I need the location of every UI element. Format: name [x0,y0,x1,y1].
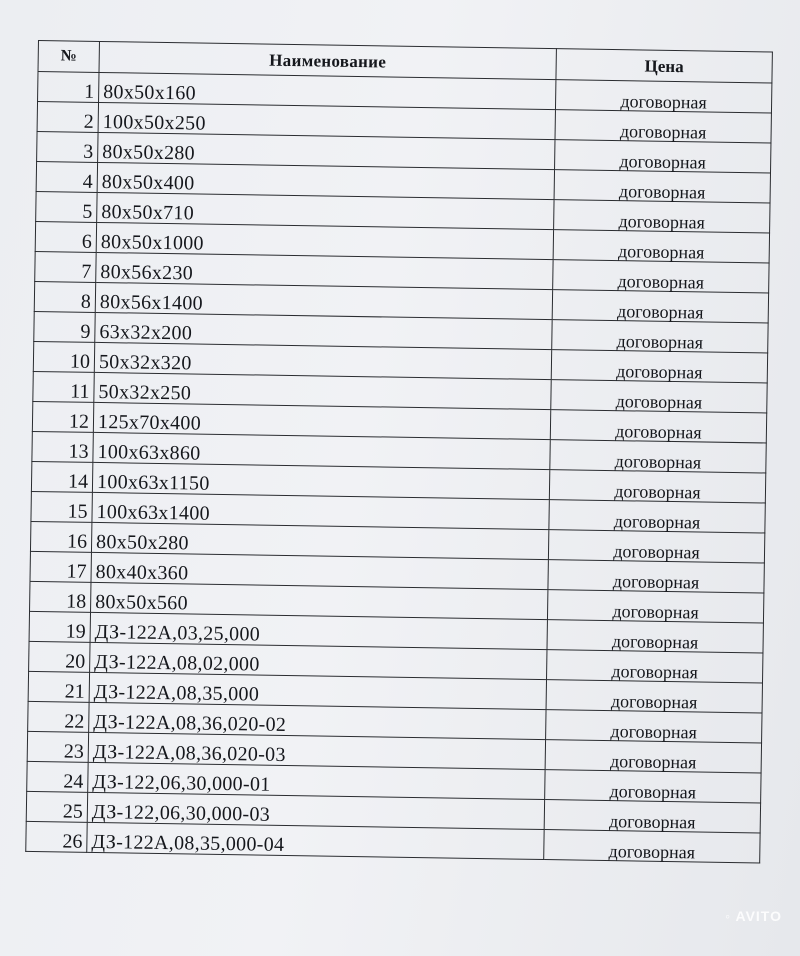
row-price: договорная [553,260,769,293]
row-price: договорная [555,110,771,143]
row-name: 80x40x360 [91,552,548,589]
row-number: 10 [33,341,94,372]
row-number: 1 [38,72,99,103]
row-name: 125x70x400 [93,402,550,439]
row-price: договорная [549,470,765,503]
row-price: договорная [544,830,760,863]
row-name: 100x63x1150 [92,462,549,499]
row-number: 23 [27,731,88,762]
row-price: договорная [552,320,768,353]
row-number: 22 [28,701,89,732]
price-table [25,40,773,863]
row-number: 26 [26,821,87,852]
row-name: 50x32x320 [94,342,551,379]
row-number: 11 [33,371,94,402]
row-number: 25 [26,791,87,822]
header-name: Наименование [99,41,556,79]
watermark-logo: ◦ AVITO [725,908,782,924]
row-name: ДЗ-122,06,30,000-01 [88,762,545,799]
row-price: договорная [554,170,770,203]
row-name: 50x32x250 [94,372,551,409]
row-price: договорная [548,560,764,593]
row-name: 80x56x230 [96,252,553,289]
row-number: 12 [32,401,93,432]
row-name: 80x50x160 [99,72,556,109]
row-name: ДЗ-122А,08,35,000 [89,672,546,709]
row-price: договорная [549,500,765,533]
row-price: договорная [547,650,763,683]
row-number: 14 [31,461,92,492]
row-price: договорная [550,440,766,473]
row-name: ДЗ-122А,08,36,020-03 [88,732,545,769]
row-name: 80x50x280 [91,522,548,559]
row-name: ДЗ-122А,08,35,000-04 [87,822,544,859]
row-name: 100x63x1400 [92,492,549,529]
row-name: ДЗ-122А,08,02,000 [90,642,547,679]
row-price: договорная [547,620,763,653]
row-number: 16 [30,521,91,552]
row-number: 5 [36,191,97,222]
row-number: 20 [29,641,90,672]
row-price: договорная [551,350,767,383]
row-name: 100x50x250 [98,102,555,139]
row-number: 17 [30,551,91,582]
row-price: договорная [551,380,767,413]
row-name: ДЗ-122,06,30,000-03 [87,792,544,829]
row-number: 9 [34,311,95,342]
row-name: 80x50x400 [97,162,554,199]
row-name: 80x50x1000 [96,222,553,259]
table-body [26,72,772,863]
row-price: договорная [554,200,770,233]
row-price: договорная [550,410,766,443]
row-price: договорная [544,800,760,833]
row-number: 18 [30,581,91,612]
header-price: Цена [556,49,772,83]
row-number: 4 [36,161,97,192]
row-number: 15 [31,491,92,522]
row-price: договорная [547,590,763,623]
row-name: 80x50x280 [98,132,555,169]
row-name: 100x63x860 [93,432,550,469]
row-number: 19 [29,611,90,642]
row-name: ДЗ-122А,08,36,020-02 [89,702,546,739]
row-number: 2 [37,102,98,133]
row-number: 21 [28,671,89,702]
row-name: 63x32x200 [95,312,552,349]
row-price: договорная [545,770,761,803]
row-number: 7 [35,251,96,282]
row-price: договорная [552,290,768,323]
row-number: 3 [37,131,98,162]
row-number: 6 [35,221,96,252]
row-price: договорная [546,710,762,743]
row-name: 80x50x710 [97,192,554,229]
row-number: 8 [34,281,95,312]
row-name: 80x56x1400 [95,282,552,319]
row-price: договорная [555,140,771,173]
row-number: 13 [32,431,93,462]
row-number: 24 [27,761,88,792]
row-price: договорная [553,230,769,263]
row-price: договорная [545,740,761,773]
row-price: договорная [546,680,762,713]
row-price: договорная [555,80,771,113]
header-number: № [38,41,99,73]
row-name: ДЗ-122А,03,25,000 [90,612,547,649]
row-price: договорная [548,530,764,563]
row-name: 80x50x560 [91,582,548,619]
